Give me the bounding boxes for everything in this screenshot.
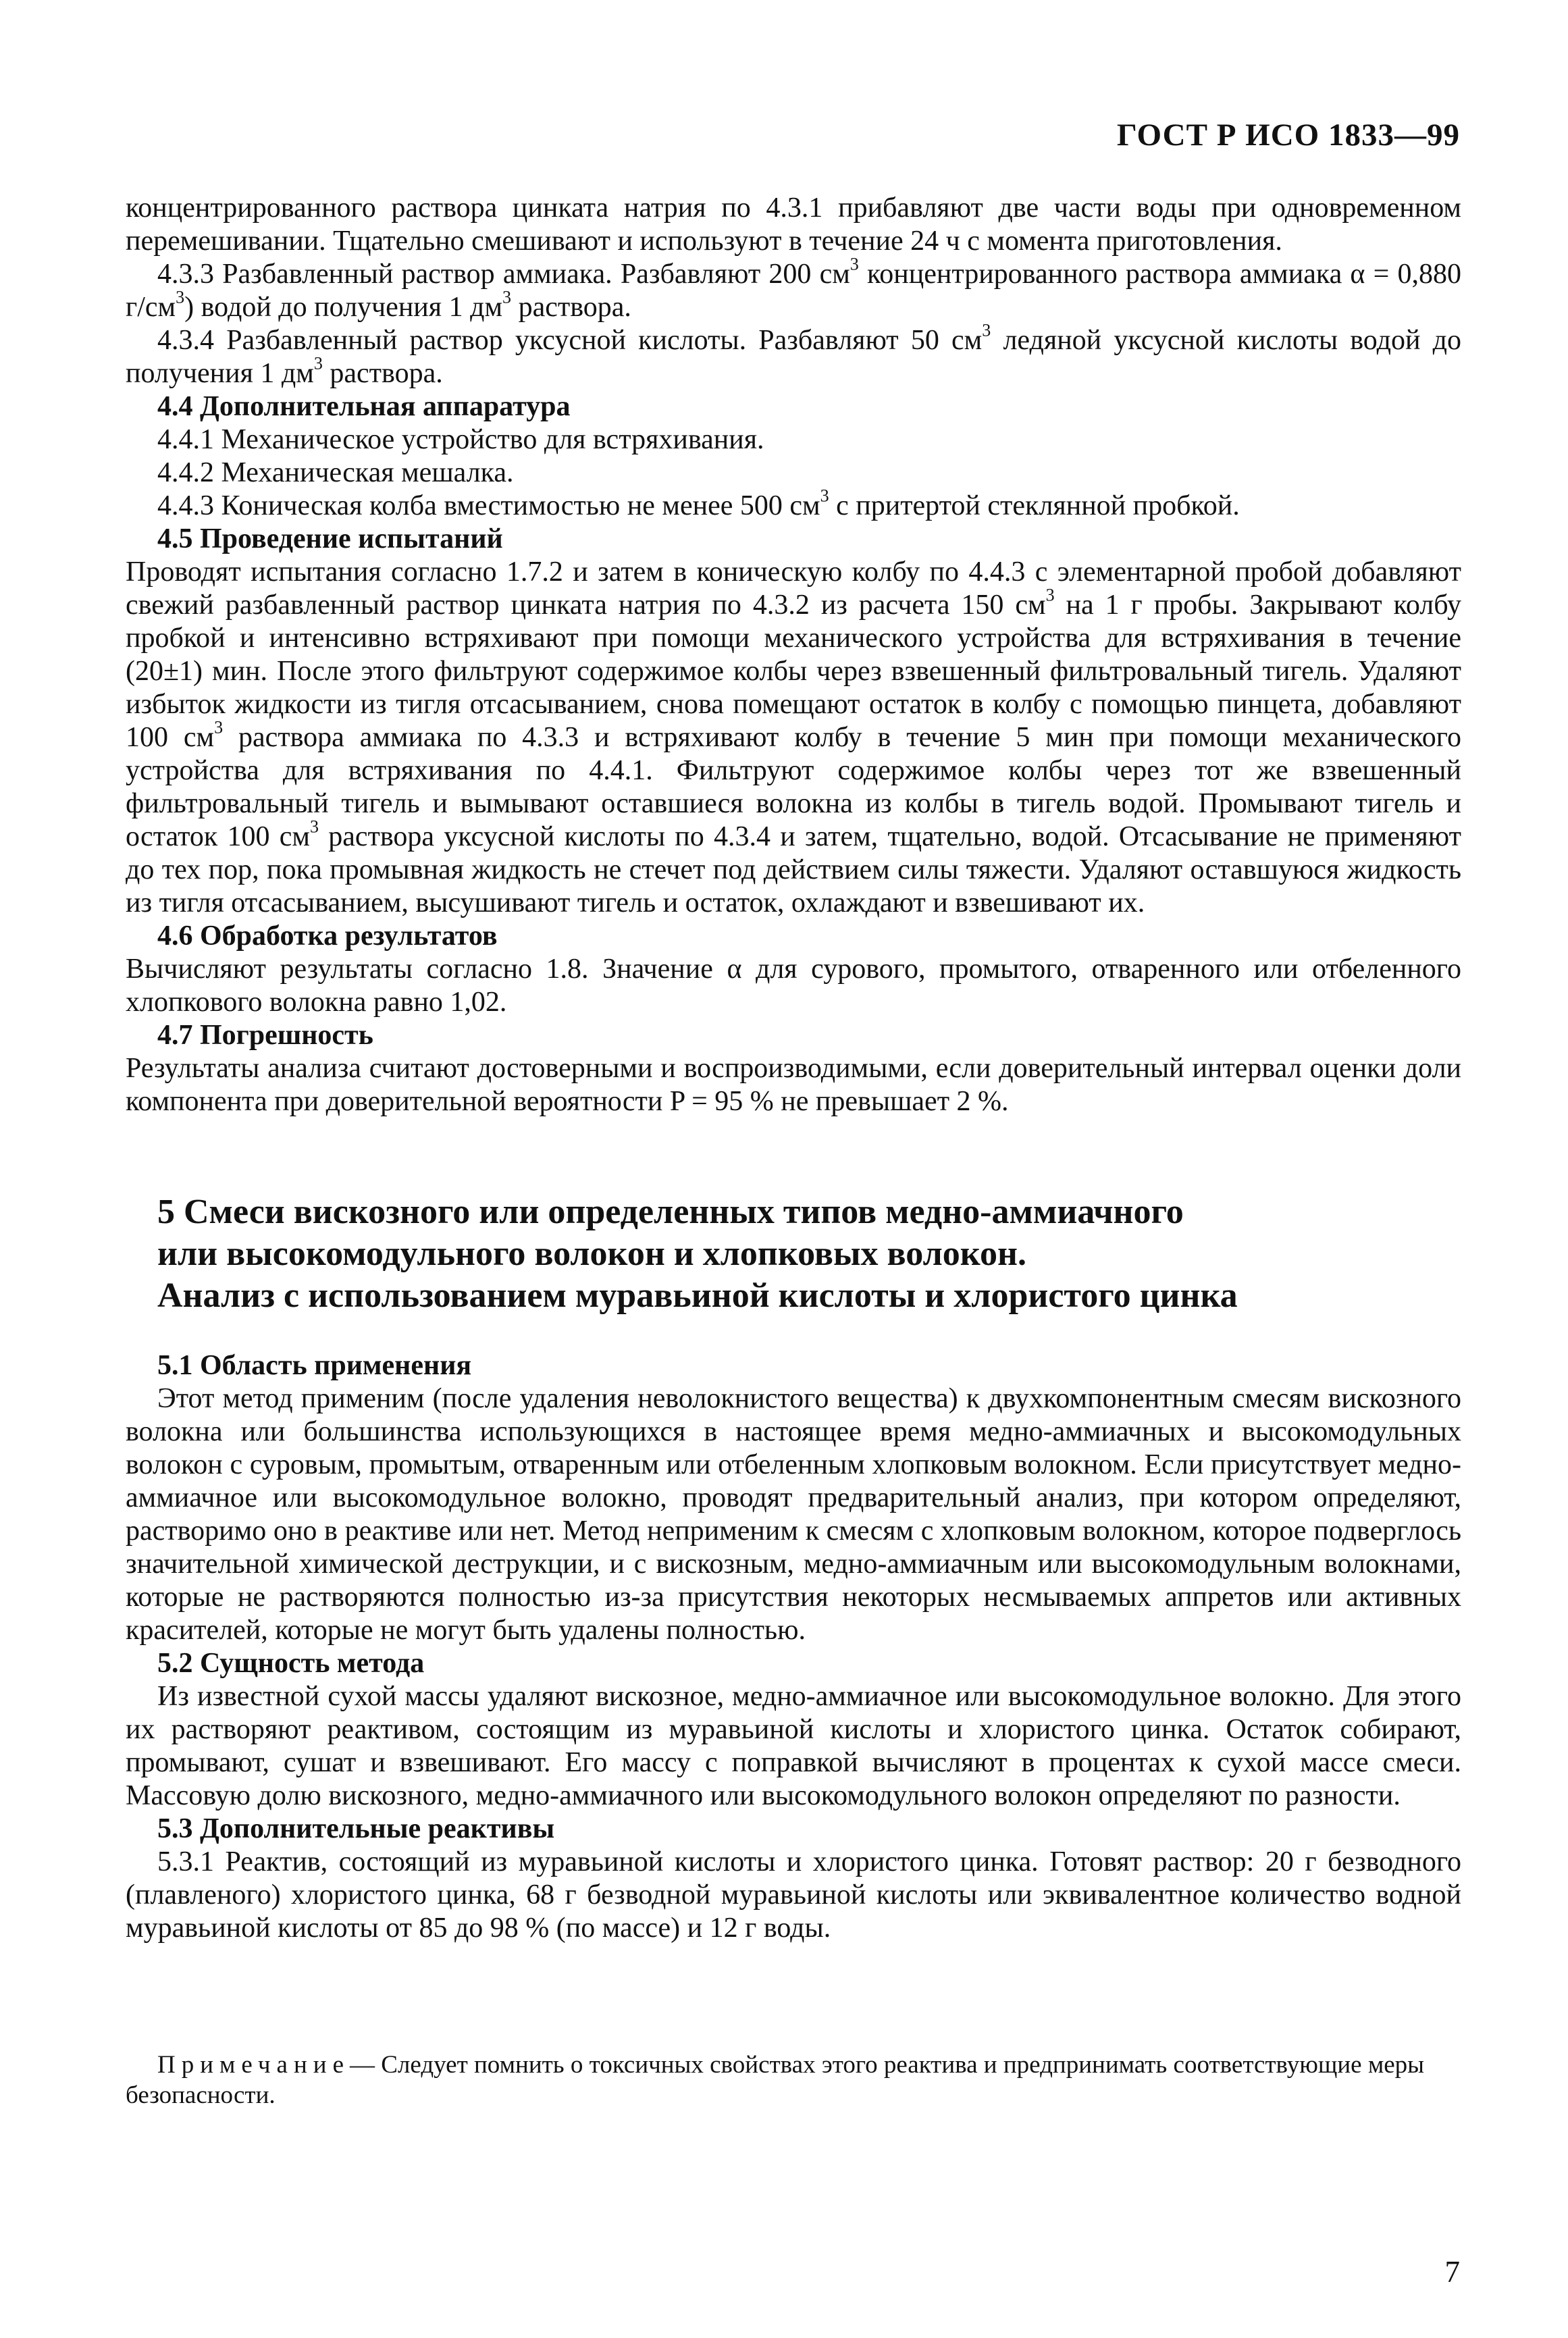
paragraph-4-6: Вычисляют результаты согласно 1.8. Значение α для сурового, промытого, отваренного или отбеленного хлопкового волокна равно 1,02. [126, 954, 1461, 1018]
superscript: 3 [1045, 585, 1055, 605]
note-label: Примечание [157, 2051, 350, 2079]
standard-code: ГОСТ Р ИСО 1833—99 [1116, 118, 1460, 153]
superscript: 3 [850, 254, 859, 274]
paragraph-continuation: концентрированного раствора цинката натрия по 4.3.1 прибавляют две части воды при одновременном перемешивании. Тщательно смешивают и используют в течение 24 ч с момента приготовления. [126, 192, 1461, 257]
paragraph-4-4-2: 4.4.2 Механическая мешалка. [157, 457, 514, 488]
heading-4-5: 4.5 Проведение испытаний [157, 523, 503, 554]
section-5-title [157, 1191, 1454, 1317]
paragraph-5-2: Из известной сухой массы удаляют вискозное, медно-аммиачное или высокомодульное волокно. Для этого их растворяют реактивом, состоящим из муравьиной кислоты и хлористого цинка. Остаток собирают, промывают, сушат и взвешивают. Его массу с поправкой вычисляют в процентах к сухой массе смеси. Массовую долю вискозного, медно-аммиачного или высокомодульного волокон определяют по разности. [126, 1681, 1461, 1811]
paragraph-4-4-1: 4.4.1 Механическое устройство для встряхивания. [157, 424, 764, 455]
superscript: 3 [214, 717, 224, 737]
superscript: 3 [982, 320, 991, 340]
paragraph-4-5: Проводят испытания согласно 1.7.2 и затем в коническую колбу по 4.4.3 с элементарной пробой добавляют свежий разбавленный раствор цинката натрия по 4.3.2 из расчета 150 $см^3$ на 1 г пробы. Закрывают колбу пробкой и интенсивно встряхивают при помощи механического устройства для встряхивания в течение (20±1) мин. После этого фильтруют содержимое колбы через взвешенный фильтровальный тигель. Удаляют избыток жидкости из тигля отсасыванием, снова помещают остаток в колбу с помощью пинцета, добавляют 100 $см^3$ раствора аммиака по 4.3.3 и встряхивают колбу в течение 5 мин при помощи механического устройства для встряхивания по 4.4.1. Фильтруют содержимое колбы через тот же взвешенный фильтровальный тигель и вымывают оставшиеся волокна из колбы в тигель водой. Промывают тигель и остаток 100 $см^3$ раствора уксусной кислоты по 4.3.4 и затем, тщательно, водой. Отсасывание не применяют до тех пор, пока промывная жидкость не стечет под действием силы тяжести. Удаляют оставшуюся жидкость из тигля отсасыванием, высушивают тигель и остаток, охлаждают и взвешивают их. [126, 556, 1461, 918]
superscript: 3 [820, 486, 829, 506]
paragraph-4-3-3: 4.3.3 Разбавленный раствор аммиака. Разбавляют 200 $см^3$ концентрированного раствора аммиака α = 0,880 $г/см^3$) водой до получения 1 $дм^3$ раствора. [126, 254, 1461, 323]
section-5-title-line: Анализ с использованием муравьиной кислоты и хлористого цинка [157, 1276, 1238, 1315]
superscript: 3 [313, 353, 323, 373]
superscript: 3 [310, 816, 319, 837]
paragraph-5-1: Этот метод применим (после удаления неволокнистого вещества) к двухкомпонентным смесям вискозного волокна или большинства использующихся в настоящее время медно-аммиачных и высокомодульных волокон с суровым, промытым, отваренным или отбеленным хлопковым волокном. Если присутствует медно-аммиачное или высокомодульное волокно, проводят предварительный анализ, при котором определяют, растворимо оно в реактиве или нет. Метод неприменим к смесям с хлопковым волокном, которое подверглось значительной химической деструкции, и с вискозным, медно-аммиачным или высокомодульным волокнами, которые не растворяются полностью из-за присутствия некоторых несмываемых аппретов или активных красителей, которые не могут быть удалены полностью. [126, 1383, 1461, 1646]
superscript: 3 [502, 287, 512, 307]
heading-4-6: 4.6 Обработка результатов [157, 920, 498, 952]
heading-5-1: 5.1 Область применения [157, 1350, 472, 1381]
superscript: 3 [176, 287, 185, 307]
note [126, 2050, 1461, 2110]
section-5-title-line: или высокомодульного волокон и хлопковых волокон. [157, 1235, 1026, 1273]
heading-5-2: 5.2 Сущность метода [157, 1648, 425, 1679]
paragraph-4-4-3: 4.4.3 Коническая колба вместимостью не менее 500 $см^3$ с притертой стеклянной пробкой. [157, 486, 1240, 521]
section-5-title-line: 5 Смеси вискозного или определенных типов медно-аммиачного [157, 1193, 1184, 1231]
heading-4-7: 4.7 Погрешность [157, 1020, 373, 1051]
note-text: — Следует помнить о токсичных свойствах этого реактива и предпринимать соответствующие меры безопасности. [126, 2051, 1425, 2109]
paragraph-4-3-4: 4.3.4 Разбавленный раствор уксусной кислоты. Разбавляют 50 $см^3$ ледяной уксусной кислоты водой до получения 1 $дм^3$ раствора. [126, 320, 1461, 389]
section-4-continuation [126, 192, 1461, 1118]
heading-5-3: 5.3 Дополнительные реактивы [157, 1813, 555, 1844]
heading-4-4: 4.4 Дополнительная аппаратура [157, 391, 571, 422]
paragraph-5-3-1: 5.3.1 Реактив, состоящий из муравьиной кислоты и хлористого цинка. Готовят раствор: 20 г безводного (плавленого) хлористого цинка, 68 г безводной муравьиной кислоты или эквивалентное количество водной муравьиной кислоты от 85 до 98 % (по массе) и 12 г воды. [126, 1846, 1461, 1944]
section-5-body [126, 1349, 1461, 1945]
paragraph-4-7: Результаты анализа считают достоверными и воспроизводимыми, если доверительный интервал оценки доли компонента при доверительной вероятности P = 95 % не превышает 2 %. [126, 1053, 1461, 1117]
page-number: 7 [1444, 2255, 1460, 2289]
